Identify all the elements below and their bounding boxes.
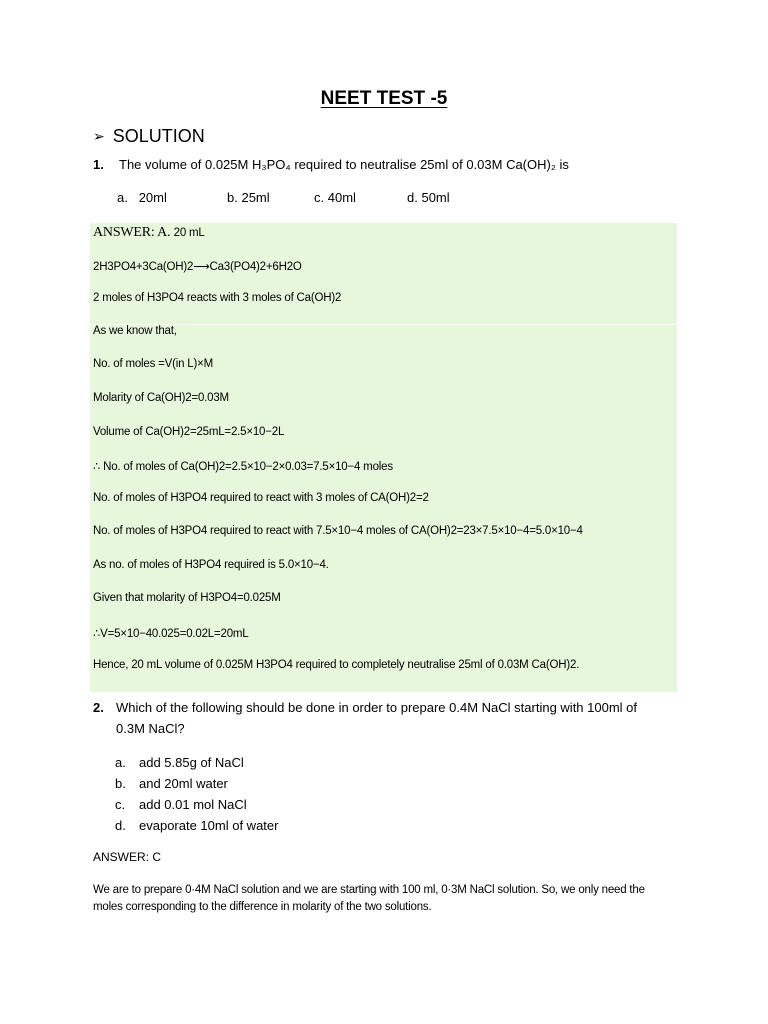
answer-line: No. of moles =V(in L)×M [93, 358, 214, 370]
option-c [314, 190, 356, 205]
option-text: add 0.01 mol NaCl [139, 797, 247, 812]
answer-2-heading: ANSWER: C [93, 850, 162, 864]
option-letter: a. [115, 755, 126, 770]
answer-line: ∴ No. of moles of Ca(OH)2=2.5×10−2×0.03=7.5×10−4 moles [93, 461, 393, 473]
option-letter: d. [407, 190, 418, 205]
section-label: SOLUTION [112, 126, 205, 146]
option-letter: c. [314, 190, 325, 205]
option-text: 20ml [138, 190, 167, 205]
answer-2-explanation: We are to prepare 0·4M NaCl solution and we are starting with 100 ml, 0·3M NaCl solution. So, we only need the moles corresponding to the difference in molarity of the two solutions. [93, 884, 645, 913]
option-b [227, 190, 270, 205]
answer-line: 2 moles of H3PO4 reacts with 3 moles of Ca(OH)2 [93, 292, 342, 304]
option-letter: b. [115, 776, 126, 791]
answer-line: No. of moles of H3PO4 required to react with 3 moles of CA(OH)2=2 [93, 492, 429, 504]
option-c [115, 794, 278, 815]
answer-line: As we know that, [93, 325, 177, 337]
option-letter: b. [227, 190, 238, 205]
option-text: add 5.85g of NaCl [139, 755, 244, 770]
answer-line: Molarity of Ca(OH)2=0.03M [93, 392, 229, 404]
page-title: NEET TEST -5 [320, 88, 448, 109]
option-text: 40ml [327, 190, 356, 205]
answer-1-box [90, 223, 677, 692]
question-number: 1. [93, 157, 104, 172]
question-2-options [115, 752, 278, 836]
question-1 [93, 157, 569, 172]
question-2 [93, 697, 673, 739]
answer-value: 20 mL [173, 227, 205, 239]
option-d [407, 190, 450, 205]
option-a [117, 190, 167, 205]
answer-line: As no. of moles of H3PO4 required is 5.0×10−4. [93, 559, 329, 571]
arrowhead-bullet-icon: ➢ [93, 128, 105, 144]
option-letter: d. [115, 818, 126, 833]
answer-line: ∴V=5×10−40.025=0.02L=20mL [93, 628, 249, 640]
option-text: and 20ml water [139, 776, 228, 791]
option-letter: a. [117, 190, 128, 205]
answer-line: Volume of Ca(OH)2=25mL=2.5×10−2L [93, 426, 285, 438]
option-text: evaporate 10ml of water [139, 818, 279, 833]
answer-divider [90, 324, 677, 325]
option-a [115, 752, 278, 773]
option-text: 50ml [421, 190, 450, 205]
option-d [115, 815, 278, 836]
option-text: 25ml [241, 190, 270, 205]
question-text: Which of the following should be done in order to prepare 0.4M NaCl starting with 100ml of 0.3M NaCl? [116, 700, 638, 736]
question-text: The volume of 0.025M H₃PO₄ required to neutralise 25ml of 0.03M Ca(OH)₂ is [119, 157, 569, 172]
question-number: 2. [93, 700, 104, 715]
answer-line: 2H3PO4+3Ca(OH)2⟶Ca3(PO4)2+6H2O [93, 261, 302, 273]
option-letter: c. [115, 797, 126, 812]
answer-line: No. of moles of H3PO4 required to react with 7.5×10−4 moles of CA(OH)2=23×7.5×10−4=5.0×10−4 [93, 525, 583, 537]
option-b [115, 773, 278, 794]
answer-label: ANSWER: A. [93, 225, 171, 240]
answer-line: Hence, 20 mL volume of 0.025M H3PO4 required to completely neutralise 25ml of 0.03M Ca(OH)2. [93, 659, 580, 671]
section-heading [93, 126, 205, 147]
answer-heading [93, 225, 205, 241]
answer-line: Given that molarity of H3PO4=0.025M [93, 592, 281, 604]
